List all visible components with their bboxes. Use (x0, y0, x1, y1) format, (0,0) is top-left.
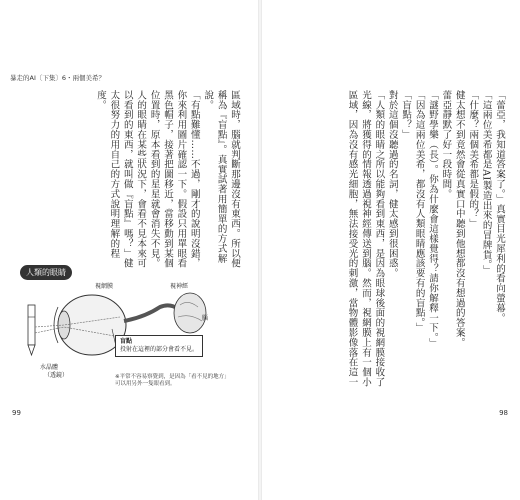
blindspot-title: 盲點 (120, 338, 133, 345)
diagram-footnote: ※平常不容易察覺到，是因為「看不見的地方」可以用另外一隻眼看到。 (115, 374, 230, 387)
diagram-title: 人類的眼睛 (20, 265, 72, 280)
optic-nerve-shape (124, 305, 178, 321)
left-page-text (71, 90, 241, 270)
paragraph: 對於這個沒聽過的名詞，健太感到很困惑。 (386, 90, 398, 279)
label-retina: 視網膜 (95, 283, 114, 290)
paragraph: 「人類的眼睛之所以能夠看到東西，是因為眼球後面的視網膜接收了光線，將獲得的情報透過視神經傳送到腦。然而，視網膜上有一個小區域，因為沒有感光細胞，無法接受光的刺激，當物體影像落在這一 (346, 90, 385, 387)
label-optic-nerve: 視神經 (170, 283, 189, 290)
cornea-shape (54, 307, 58, 343)
paragraph: 「有點難懂……不過，剛才的說明沒錯，你來利用圖片確認一下。假設只用單眼看黑色帽子，接著把圖移近，當移動到某個位置時，原本看到的星星就會消失不見。人的眼睛在某些狀況下，會看不見本來可以看到的東西，就叫做『盲點』嗎？」健太很努力的用自己的方式說明理解的程度。 (94, 90, 200, 269)
blindspot-callout (115, 335, 203, 357)
label-lens-sub: （透鏡） (44, 372, 69, 379)
left-page (0, 0, 259, 500)
pencil-icon (28, 305, 35, 355)
paragraph: 「蕾亞，我知道答案了。」真實目光犀利的看向螢幕。 (494, 90, 505, 323)
eye-diagram (20, 265, 220, 385)
paragraph: 「這兩位美希都是AI製造出來的冒牌貨。」 (480, 90, 492, 275)
paragraph: 「謎野學樂（長）。你為什麼會這樣覺得？請你解釋一下。」 (426, 90, 438, 348)
right-page (261, 0, 520, 500)
label-brain: 腦 (202, 315, 209, 322)
blindspot-desc: 投射在這裡的部分會看不見。 (120, 346, 199, 353)
label-lens: 水晶體 (40, 364, 59, 371)
paragraph: 「因為這兩位美希，都沒有人類眼睛應該要有的盲點。」 (413, 90, 425, 333)
page-number-right: 98 (499, 409, 508, 417)
paragraph: 健太想不到竟然會從真實口中聽到他想都沒有想過的答案。 (453, 90, 465, 348)
paragraph: 蕾亞靜默了好一段時間。 (440, 90, 452, 199)
running-header: 暴走的AI〔下集〕6・兩個美希？ (10, 74, 105, 82)
right-page-text (276, 90, 506, 390)
paragraph: 區域時，腦就判斷那邊沒有東西。所以便稱為『盲點』。真實試著用簡單的方式解說。 (202, 90, 240, 269)
page-number-left: 99 (12, 409, 21, 417)
paragraph: 「什麼？兩個美希都是假的？」 (467, 90, 479, 229)
paragraph: 「盲點？」 (400, 90, 412, 140)
